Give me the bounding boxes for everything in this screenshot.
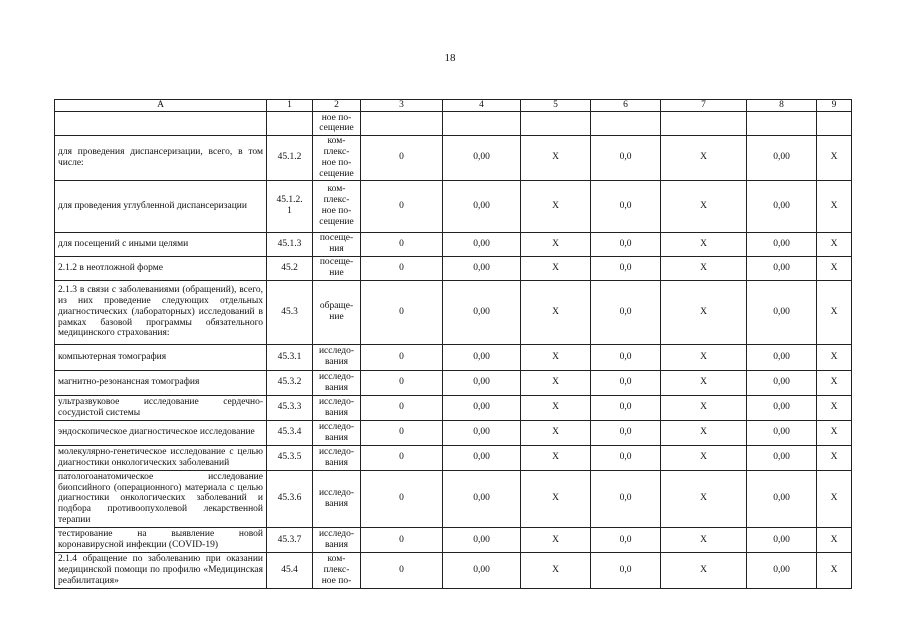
value-cell-c5: X	[521, 470, 591, 528]
value-cell-c6: 0,0	[591, 256, 661, 280]
value-cell-c9: X	[817, 370, 852, 395]
value-cell-c5: X	[521, 232, 591, 256]
value-cell-c6: 0,0	[591, 470, 661, 528]
table-row	[55, 445, 852, 470]
value-cell-c4: 0,00	[443, 420, 521, 445]
column-header: 6	[591, 100, 661, 112]
column-header: 2	[313, 100, 361, 112]
row-code-cell: 45.2	[267, 256, 313, 280]
value-cell-c3: 0	[361, 470, 443, 528]
value-cell-c8: 0,00	[747, 395, 817, 420]
row-code-cell: 45.3.5	[267, 445, 313, 470]
column-header: 9	[817, 100, 852, 112]
value-cell-c9: X	[817, 553, 852, 589]
value-cell-c7: X	[661, 256, 747, 280]
value-cell-c8: 0,00	[747, 256, 817, 280]
value-cell-c9: X	[817, 528, 852, 553]
value-cell-c3	[361, 111, 443, 135]
unit-cell: исследо- вания	[313, 528, 361, 553]
column-header: 5	[521, 100, 591, 112]
unit-cell: посеще- ния	[313, 232, 361, 256]
value-cell-c9: X	[817, 344, 852, 370]
table-row	[55, 370, 852, 395]
value-cell-c4: 0,00	[443, 553, 521, 589]
value-cell-c6: 0,0	[591, 280, 661, 344]
value-cell-c6: 0,0	[591, 445, 661, 470]
indicator-name-cell: 2.1.3 в связи с заболеваниями (обращений), всего, из них проведение следующих отдельных диагностических (лабораторных) исследований в рамках базовой программы обязательного медицинского страхования:	[55, 280, 267, 344]
unit-cell: исследо- вания	[313, 395, 361, 420]
table-row	[55, 470, 852, 528]
value-cell-c9: X	[817, 280, 852, 344]
report-table	[54, 99, 852, 589]
value-cell-c4: 0,00	[443, 528, 521, 553]
indicator-name-cell: для проведения диспансеризации, всего, в том числе:	[55, 135, 267, 180]
value-cell-c4: 0,00	[443, 180, 521, 232]
column-header: 7	[661, 100, 747, 112]
value-cell-c3: 0	[361, 280, 443, 344]
indicator-name-cell: магнитно-резонансная томография	[55, 370, 267, 395]
value-cell-c6: 0,0	[591, 395, 661, 420]
value-cell-c5: X	[521, 135, 591, 180]
value-cell-c8: 0,00	[747, 232, 817, 256]
value-cell-c7: X	[661, 344, 747, 370]
unit-cell: исследо- вания	[313, 370, 361, 395]
value-cell-c6: 0,0	[591, 180, 661, 232]
value-cell-c7: X	[661, 370, 747, 395]
table-row	[55, 280, 852, 344]
value-cell-c4: 0,00	[443, 395, 521, 420]
row-code-cell: 45.3.1	[267, 344, 313, 370]
value-cell-c7: X	[661, 180, 747, 232]
value-cell-c7: X	[661, 445, 747, 470]
value-cell-c6: 0,0	[591, 553, 661, 589]
row-code-cell: 45.3.6	[267, 470, 313, 528]
unit-cell: обраще- ние	[313, 280, 361, 344]
value-cell-c4: 0,00	[443, 445, 521, 470]
value-cell-c5: X	[521, 528, 591, 553]
row-code-cell: 45.3.4	[267, 420, 313, 445]
indicator-name-cell: тестирование на выявление новой коронавирусной инфекции (COVID-19)	[55, 528, 267, 553]
row-code-cell: 45.3.7	[267, 528, 313, 553]
value-cell-c6	[591, 111, 661, 135]
table-row	[55, 180, 852, 232]
table-row	[55, 256, 852, 280]
value-cell-c4: 0,00	[443, 280, 521, 344]
row-code-cell: 45.4	[267, 553, 313, 589]
value-cell-c7: X	[661, 420, 747, 445]
value-cell-c9: X	[817, 395, 852, 420]
indicator-name-cell: 2.1.4 обращение по заболеванию при оказании медицинской помощи по профилю «Медицинская реабилитация»	[55, 553, 267, 589]
value-cell-c8: 0,00	[747, 445, 817, 470]
table-row	[55, 420, 852, 445]
unit-cell: исследо- вания	[313, 420, 361, 445]
value-cell-c3: 0	[361, 553, 443, 589]
indicator-name-cell: молекулярно-генетическое исследование с целью диагностики онкологических заболеваний	[55, 445, 267, 470]
value-cell-c4: 0,00	[443, 370, 521, 395]
value-cell-c7: X	[661, 232, 747, 256]
value-cell-c3: 0	[361, 232, 443, 256]
unit-cell: исследо- вания	[313, 344, 361, 370]
value-cell-c7: X	[661, 280, 747, 344]
table-row	[55, 111, 852, 135]
value-cell-c4: 0,00	[443, 470, 521, 528]
value-cell-c3: 0	[361, 135, 443, 180]
value-cell-c7: X	[661, 528, 747, 553]
table-body	[55, 111, 852, 588]
value-cell-c4: 0,00	[443, 135, 521, 180]
row-code-cell: 45.3	[267, 280, 313, 344]
value-cell-c6: 0,0	[591, 370, 661, 395]
value-cell-c4: 0,00	[443, 256, 521, 280]
unit-cell: ное по- сещение	[313, 111, 361, 135]
value-cell-c7: X	[661, 470, 747, 528]
indicator-name-cell: компьютерная томография	[55, 344, 267, 370]
value-cell-c9: X	[817, 445, 852, 470]
value-cell-c6: 0,0	[591, 528, 661, 553]
column-header: 3	[361, 100, 443, 112]
value-cell-c5: X	[521, 395, 591, 420]
page-number: 18	[444, 52, 456, 64]
value-cell-c8	[747, 111, 817, 135]
value-cell-c7: X	[661, 135, 747, 180]
value-cell-c7: X	[661, 553, 747, 589]
value-cell-c8: 0,00	[747, 180, 817, 232]
row-code-cell: 45.1.2. 1	[267, 180, 313, 232]
value-cell-c9: X	[817, 232, 852, 256]
unit-cell: исследо- вания	[313, 470, 361, 528]
row-code-cell: 45.3.3	[267, 395, 313, 420]
row-code-cell	[267, 111, 313, 135]
value-cell-c3: 0	[361, 395, 443, 420]
indicator-name-cell	[55, 111, 267, 135]
value-cell-c5: X	[521, 280, 591, 344]
value-cell-c3: 0	[361, 256, 443, 280]
indicator-name-cell: для проведения углубленной диспансеризации	[55, 180, 267, 232]
indicator-name-cell: 2.1.2 в неотложной форме	[55, 256, 267, 280]
value-cell-c7: X	[661, 395, 747, 420]
value-cell-c9	[817, 111, 852, 135]
value-cell-c3: 0	[361, 420, 443, 445]
value-cell-c5: X	[521, 553, 591, 589]
indicator-name-cell: эндоскопическое диагностическое исследование	[55, 420, 267, 445]
table-row	[55, 395, 852, 420]
unit-cell: исследо- вания	[313, 445, 361, 470]
column-header: 4	[443, 100, 521, 112]
value-cell-c3: 0	[361, 370, 443, 395]
value-cell-c3: 0	[361, 180, 443, 232]
value-cell-c6: 0,0	[591, 232, 661, 256]
table-row	[55, 553, 852, 589]
table-row	[55, 344, 852, 370]
column-header: 8	[747, 100, 817, 112]
column-header: A	[55, 100, 267, 112]
value-cell-c3: 0	[361, 528, 443, 553]
value-cell-c8: 0,00	[747, 553, 817, 589]
indicator-name-cell: ультразвуковое исследование сердечно-сосудистой системы	[55, 395, 267, 420]
value-cell-c5: X	[521, 420, 591, 445]
table-row	[55, 232, 852, 256]
value-cell-c5: X	[521, 344, 591, 370]
value-cell-c8: 0,00	[747, 280, 817, 344]
unit-cell: посеще- ние	[313, 256, 361, 280]
value-cell-c9: X	[817, 256, 852, 280]
value-cell-c8: 0,00	[747, 135, 817, 180]
value-cell-c5	[521, 111, 591, 135]
value-cell-c8: 0,00	[747, 528, 817, 553]
value-cell-c6: 0,0	[591, 135, 661, 180]
value-cell-c8: 0,00	[747, 370, 817, 395]
unit-cell: ком- плекс- ное по-	[313, 553, 361, 589]
column-header: 1	[267, 100, 313, 112]
value-cell-c3: 0	[361, 344, 443, 370]
value-cell-c8: 0,00	[747, 420, 817, 445]
value-cell-c9: X	[817, 470, 852, 528]
value-cell-c8: 0,00	[747, 344, 817, 370]
value-cell-c7	[661, 111, 747, 135]
unit-cell: ком- плекс- ное по- сещение	[313, 180, 361, 232]
row-code-cell: 45.3.2	[267, 370, 313, 395]
value-cell-c6: 0,0	[591, 344, 661, 370]
unit-cell: ком- плекс- ное по- сещение	[313, 135, 361, 180]
value-cell-c5: X	[521, 445, 591, 470]
value-cell-c9: X	[817, 180, 852, 232]
table-row	[55, 135, 852, 180]
value-cell-c5: X	[521, 370, 591, 395]
value-cell-c8: 0,00	[747, 470, 817, 528]
value-cell-c9: X	[817, 420, 852, 445]
indicator-name-cell: для посещений с иными целями	[55, 232, 267, 256]
value-cell-c4	[443, 111, 521, 135]
table-row	[55, 528, 852, 553]
value-cell-c5: X	[521, 256, 591, 280]
row-code-cell: 45.1.2	[267, 135, 313, 180]
header-row	[55, 100, 852, 112]
indicator-name-cell: патологоанатомическое исследование биопсийного (операционного) материала с целью диагностики онкологических заболеваний и подбора противоопухолевой лекарственной терапии	[55, 470, 267, 528]
value-cell-c4: 0,00	[443, 344, 521, 370]
value-cell-c6: 0,0	[591, 420, 661, 445]
value-cell-c5: X	[521, 180, 591, 232]
value-cell-c3: 0	[361, 445, 443, 470]
value-cell-c9: X	[817, 135, 852, 180]
row-code-cell: 45.1.3	[267, 232, 313, 256]
value-cell-c4: 0,00	[443, 232, 521, 256]
